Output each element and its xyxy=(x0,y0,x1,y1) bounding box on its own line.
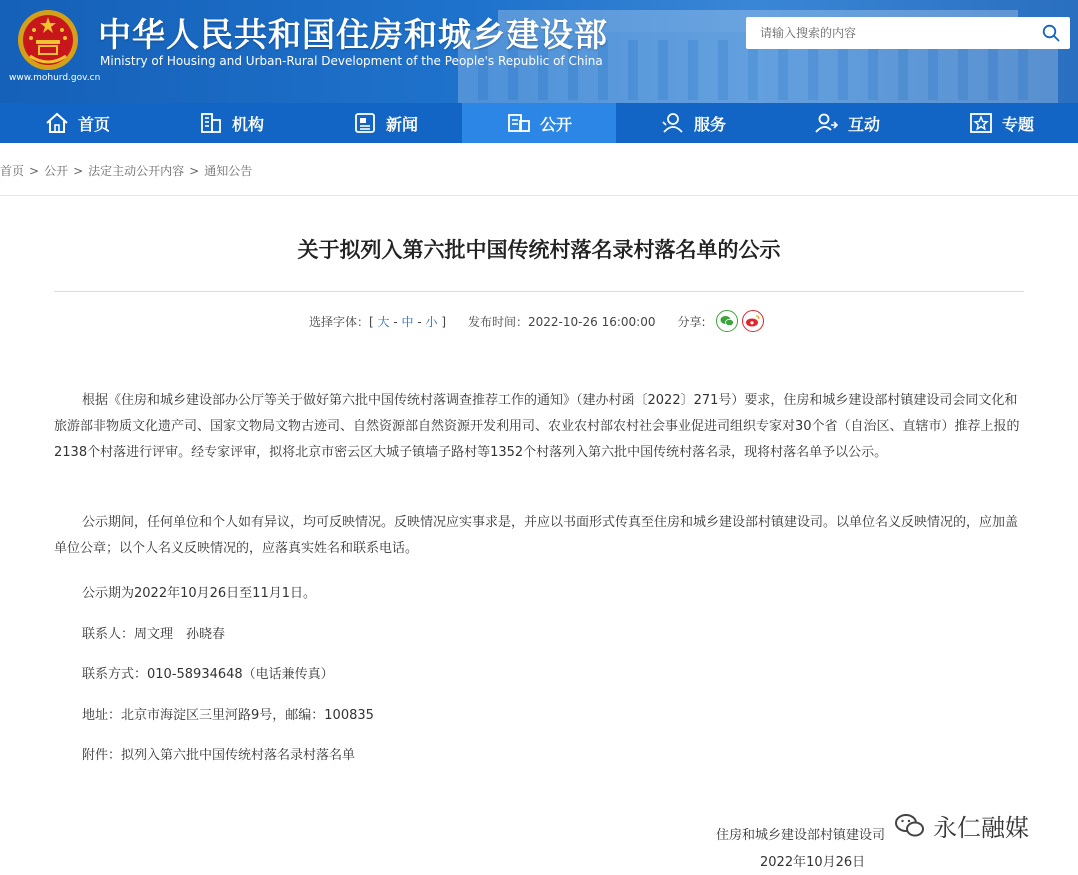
font-size-small[interactable]: 小 xyxy=(425,314,438,329)
divider xyxy=(0,195,1078,196)
font-size-label: 选择字体： xyxy=(309,314,370,329)
watermark xyxy=(893,808,1029,843)
service-icon xyxy=(660,111,686,135)
paragraph-feedback: 公示期间，任何单位和个人如有异议，均可反映情况。反映情况应实事求是，并应以书面形式传真至住房和城乡建设部村镇建设司。以单位名义反映情况的，应加盖单位公章；以个人名义反映情况的，应落真实姓名和联系电话。 xyxy=(54,515,1019,556)
home-icon xyxy=(44,111,70,135)
nav-item-home[interactable] xyxy=(0,103,154,143)
site-title: 中华人民共和国住房和城乡建设部 xyxy=(98,15,608,54)
interact-icon xyxy=(814,111,840,135)
signer: 住房和城乡建设部村镇建设司 xyxy=(716,828,886,843)
font-size-large[interactable]: 大 xyxy=(377,314,390,329)
site-header xyxy=(0,0,1078,103)
publicity-period: 公示期为2022年10月26日至11月1日。 xyxy=(82,586,316,601)
site-subtitle: Ministry of Housing and Urban-Rural Development of the People's Republic of China xyxy=(100,54,603,68)
nav-item-label: 公开 xyxy=(539,114,572,134)
divider xyxy=(54,291,1024,292)
breadcrumb-notices[interactable]: 通知公告 xyxy=(204,164,253,178)
nav-item-public[interactable] xyxy=(462,103,616,143)
nav-item-service[interactable] xyxy=(616,103,770,143)
article-title: 关于拟列入第六批中国传统村落名录村落名单的公示 xyxy=(297,238,781,262)
wechat-watermark-icon xyxy=(893,811,927,841)
share-label: 分享: xyxy=(677,314,706,329)
nav-item-label: 首页 xyxy=(77,114,110,134)
publish-time: 2022-10-26 16:00:00 xyxy=(528,314,656,329)
building-icon xyxy=(198,111,224,135)
wechat-share-icon[interactable] xyxy=(716,310,738,332)
font-size-selector: 选择字体：[ 大 - 中 - 小 ] xyxy=(309,314,446,329)
public-icon xyxy=(506,111,532,135)
topic-icon xyxy=(968,111,994,135)
site-url: www.mohurd.gov.cn xyxy=(9,73,101,83)
main-nav xyxy=(0,103,1078,143)
nav-item-label: 机构 xyxy=(231,114,264,134)
breadcrumb-statutory-disclosure[interactable]: 法定主动公开内容 xyxy=(88,164,185,178)
font-size-medium[interactable]: 中 xyxy=(401,314,414,329)
nav-item-news[interactable] xyxy=(308,103,462,143)
news-icon xyxy=(352,111,378,135)
contact-method: 联系方式：010-58934648（电话兼传真） xyxy=(82,667,334,682)
watermark-text: 永仁融媒 xyxy=(933,814,1029,842)
national-emblem-icon xyxy=(16,8,80,72)
attachment-link[interactable]: 附件：拟列入第六批中国传统村落名录村落名单 xyxy=(82,748,356,763)
paragraph-basis: 根据《住房和城乡建设部办公厅等关于做好第六批中国传统村落调查推荐工作的通知》（建办村函〔2022〕271号）要求，住房和城乡建设部村镇建设司会同文化和旅游部非物质文化遗产司、国家文物局文物古迹司、自然资源部自然资源开发利用司、农业农村部农村社会事业促进司组织专家对30个省（自治区、直辖市）推荐上报的2138个村落进行评审。经专家评审，拟将北京市密云区大城子镇墙子路村等1352个村落列入第六批中国传统村落名录，现将村落名单予以公示。 xyxy=(54,393,1020,460)
nav-item-label: 专题 xyxy=(1001,114,1034,134)
sign-date: 2022年10月26日 xyxy=(760,855,866,870)
publish-label: 发布时间： xyxy=(468,314,529,329)
nav-item-label: 服务 xyxy=(693,114,726,134)
breadcrumb-home[interactable]: 首页 xyxy=(0,164,25,178)
breadcrumb: 首页 > 公开 > 法定主动公开内容 > 通知公告 xyxy=(0,164,253,178)
search-icon[interactable] xyxy=(1042,24,1060,42)
contact-persons: 联系人：周文理 孙晓春 xyxy=(82,627,226,642)
search-box xyxy=(746,17,1070,49)
nav-item-label: 新闻 xyxy=(385,114,418,134)
breadcrumb-public[interactable]: 公开 xyxy=(44,164,69,178)
nav-item-topic[interactable] xyxy=(924,103,1078,143)
article-meta xyxy=(309,310,764,332)
address: 地址：北京市海淀区三里河路9号，邮编：100835 xyxy=(82,708,374,723)
weibo-share-icon[interactable] xyxy=(742,310,764,332)
publish-info xyxy=(468,313,655,330)
nav-item-interact[interactable] xyxy=(770,103,924,143)
nav-item-organization[interactable] xyxy=(154,103,308,143)
search-input[interactable] xyxy=(746,17,1036,49)
nav-item-label: 互动 xyxy=(847,114,880,134)
